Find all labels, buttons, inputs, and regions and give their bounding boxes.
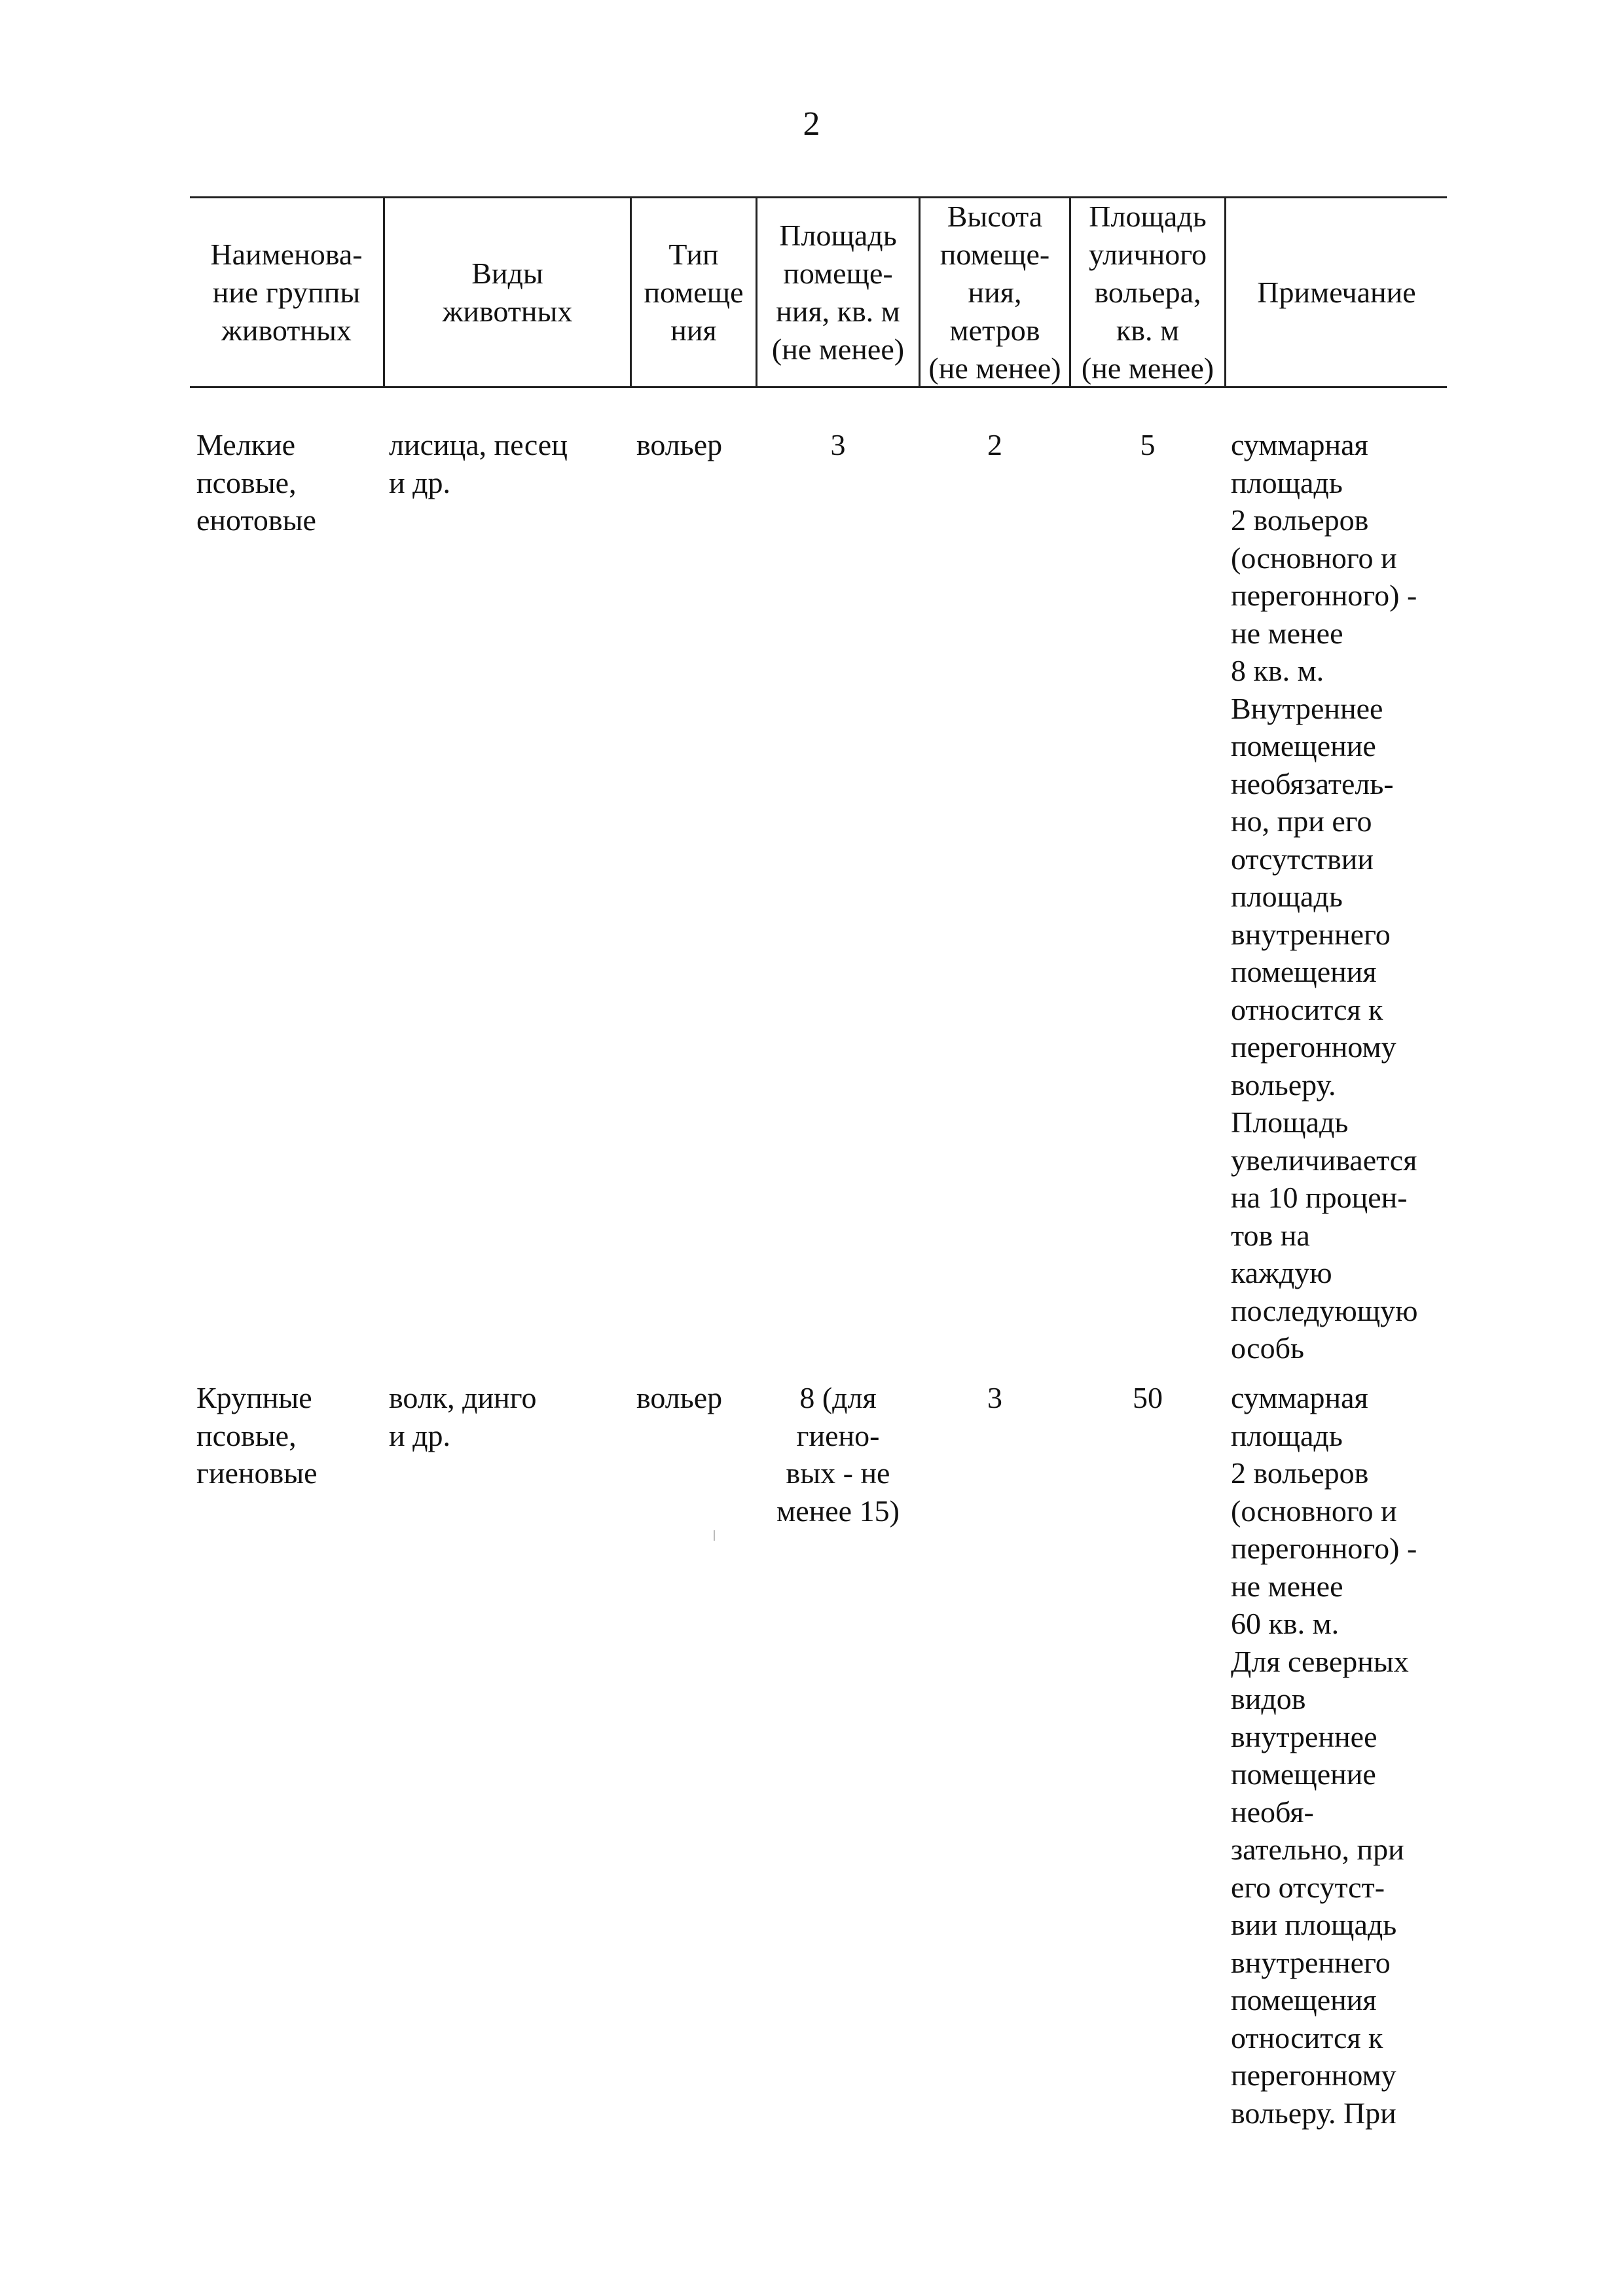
row-species: волк, динго и др.	[389, 1381, 537, 1452]
row-room-type: вольер	[636, 1381, 723, 1414]
row-note: суммарная площадь 2 вольеров (основного и перегонного) - не менее 60 кв. м. Для северных видов внутреннее помещение необя- зательно, при его отсутст- вии площадь внутреннего помещения относится к перегонному вольеру. При	[1231, 1381, 1417, 2130]
row-species: лисица, песец и др.	[389, 428, 568, 499]
header-room-area: Площадь помеще- ния, кв. м (не менее)	[771, 219, 905, 366]
row-room-area: 3	[830, 428, 846, 461]
scan-speck	[714, 1530, 715, 1541]
header-room-height: Высота помеще- ния, метров (не менее)	[928, 200, 1061, 385]
row-room-area: 8 (для гиено- вых - не менее 15)	[776, 1381, 900, 1528]
row-room-height: 2	[987, 428, 1002, 461]
header-room-type: Тип помеще ния	[644, 238, 744, 347]
row-group-name: Крупные псовые, гиеновые	[196, 1381, 318, 1490]
row-room-height: 3	[987, 1381, 1002, 1414]
row-outdoor-area: 5	[1140, 428, 1156, 461]
row-outdoor-area: 50	[1133, 1381, 1163, 1414]
header-species: Виды животных	[442, 257, 573, 328]
row-note: суммарная площадь 2 вольеров (основного и перегонного) - не менее 8 кв. м. Внутреннее помещение необязатель- но, при его отсутствии площадь внутреннего помещения относится к перегонному вольеру. Площадь увеличивается на 10 процен- тов на каждую последующую особь	[1231, 428, 1418, 1365]
header-group-name: Наименова- ние группы животных	[210, 238, 363, 347]
header-note: Примечание	[1257, 276, 1416, 309]
header-outdoor-area: Площадь уличного вольера, кв. м (не менее)	[1081, 200, 1214, 385]
page-number: 2	[803, 105, 820, 143]
row-group-name: Мелкие псовые, енотовые	[196, 428, 316, 537]
row-room-type: вольер	[636, 428, 723, 461]
